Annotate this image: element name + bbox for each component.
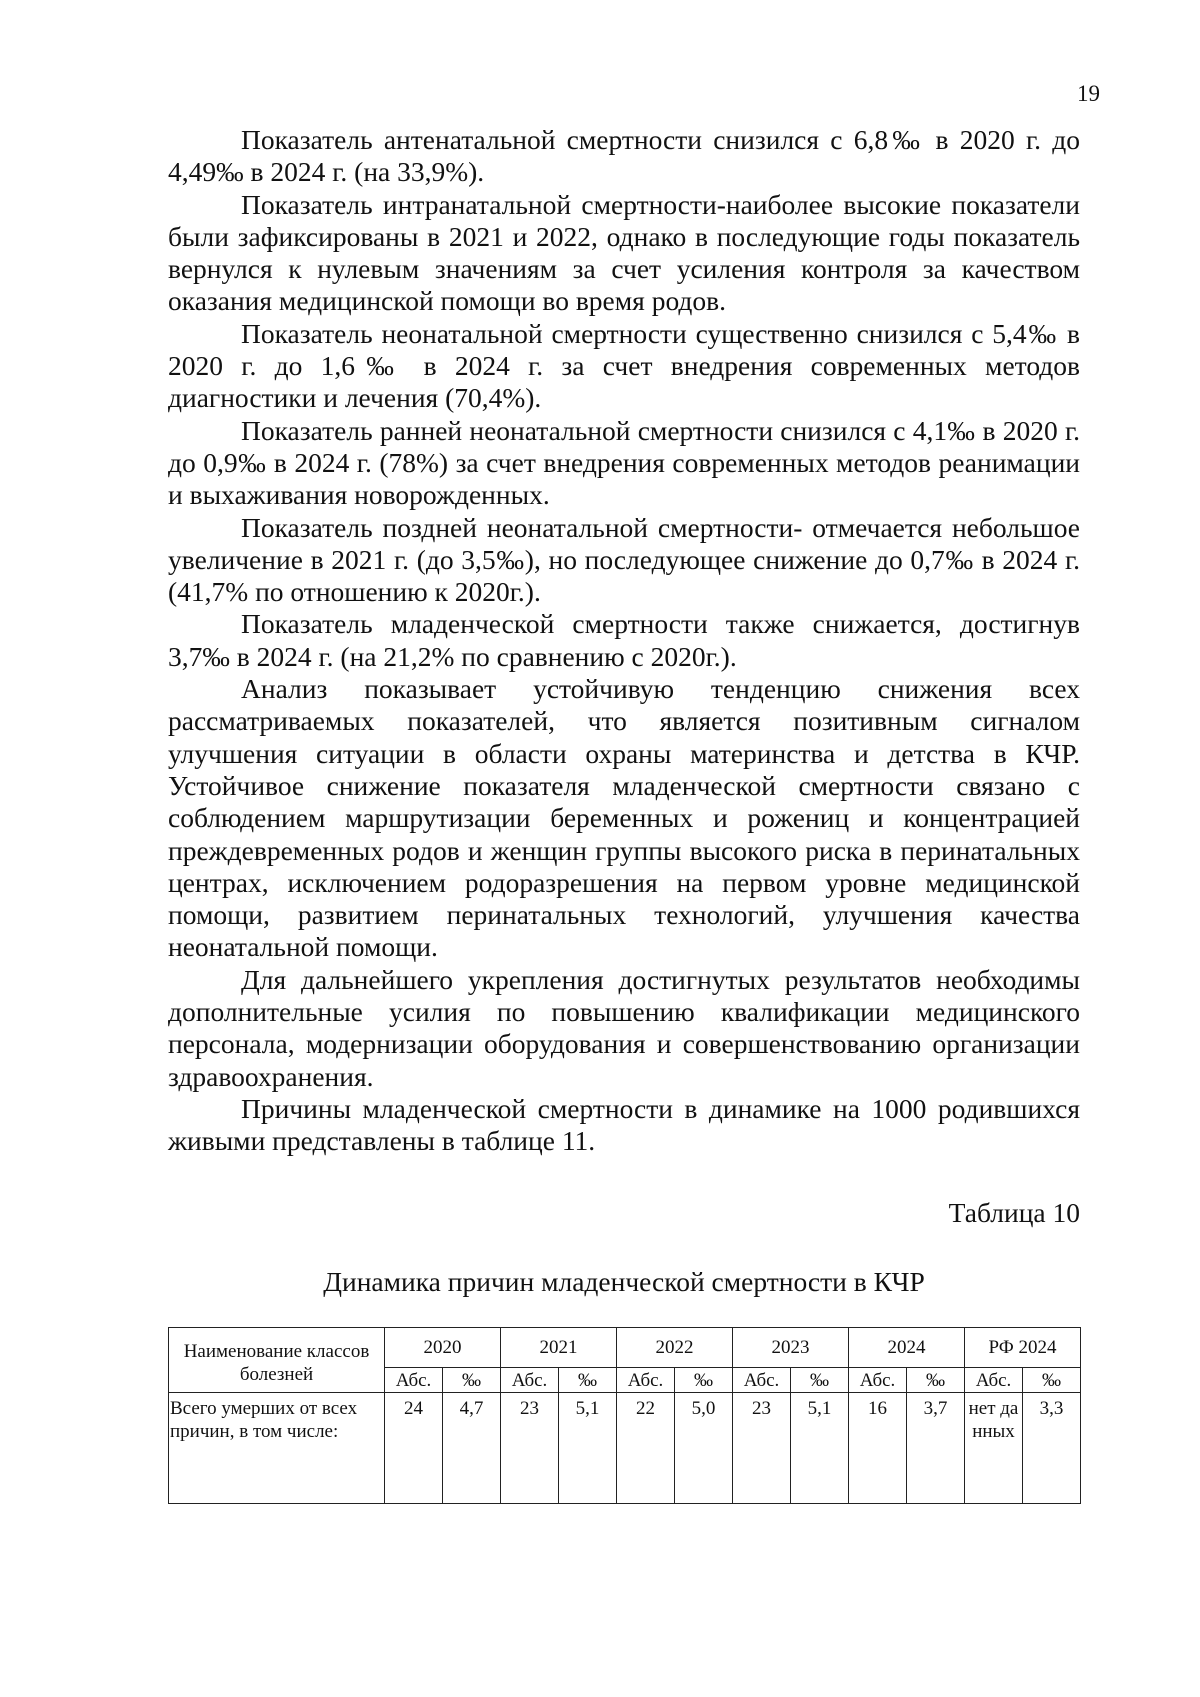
table-cell: 3,3 — [1023, 1393, 1081, 1504]
subheader-permille: ‰ — [907, 1368, 965, 1393]
subheader-abs: Абс. — [849, 1368, 907, 1393]
paragraph-analysis: Анализ показывает устойчивую тенденцию снижения всех рассматриваемых показателей, что является позитивным сигналом улучшения ситуации в области охраны материнства и детства в КЧР. Устойчивое снижение показателя младенческой смертности связано с соблюдением маршрутизации беременных и рожениц и концентрацией преждевременных родов и женщин группы высокого риска в перинатальных центрах, исключением родоразрешения на первом уровне медицинской помощи, развитием перинатальных технологий, улучшения качества неонатальной помощи. — [168, 673, 1080, 963]
page-number: 19 — [1077, 81, 1100, 106]
table-cell: 3,7 — [907, 1393, 965, 1504]
subheader-abs: Абс. — [965, 1368, 1023, 1393]
table-caption: Таблица 10 — [948, 1197, 1080, 1228]
table-cell: 5,0 — [675, 1393, 733, 1504]
paragraph-table-reference: Причины младенческой смертности в динамике на 1000 родившихся живыми представлены в таблице 11. — [168, 1092, 1080, 1157]
subheader-permille: ‰ — [791, 1368, 849, 1393]
header-year: 2023 — [733, 1328, 849, 1368]
infant-mortality-table — [168, 1327, 1081, 1504]
subheader-permille: ‰ — [559, 1368, 617, 1393]
header-year: 2022 — [617, 1328, 733, 1368]
table-cell: 5,1 — [791, 1393, 849, 1504]
paragraph-infant-mortality: Показатель младенческой смертности также снижается, достигнув 3,7‰ в 2024 г. (на 21,2% по сравнению с 2020г.). — [168, 608, 1080, 672]
header-year: 2020 — [385, 1328, 501, 1368]
header-year: 2024 — [849, 1328, 965, 1368]
paragraph-early-neonatal: Показатель ранней неонатальной смертности снизился с 4,1‰ в 2020 г. до 0,9‰ в 2024 г. (78%) за счет внедрения современных методов реанимации и выхаживания новорожденных. — [168, 414, 1080, 511]
header-disease-class: Наименование классов болезней — [169, 1328, 385, 1393]
table-cell: 16 — [849, 1393, 907, 1504]
subheader-abs: Абс. — [501, 1368, 559, 1393]
body-text — [168, 124, 1080, 1158]
paragraph-neonatal: Показатель неонатальной смертности существенно снизился с 5,4‰ в 2020 г. до 1,6‰ в 2024 г. за счет внедрения современных методов диагностики и лечения (70,4%). — [168, 317, 1080, 414]
table-cell: 4,7 — [443, 1393, 501, 1504]
paragraph-antenatal: Показатель антенатальной смертности снизился с 6,8‰ в 2020 г. до 4,49‰ в 2024 г. (на 33,9%). — [168, 124, 1080, 188]
table-row — [169, 1393, 1081, 1504]
table-cell: 5,1 — [559, 1393, 617, 1504]
table-cell: 23 — [501, 1393, 559, 1504]
header-year: РФ 2024 — [965, 1328, 1081, 1368]
subheader-abs: Абс. — [385, 1368, 443, 1393]
header-year: 2021 — [501, 1328, 617, 1368]
paragraph-further-efforts: Для дальнейшего укрепления достигнутых результатов необходимы дополнительные усилия по повышению квалификации медицинского персонала, модернизации оборудования и совершенствованию организации здравоохранения. — [168, 963, 1080, 1092]
subheader-permille: ‰ — [443, 1368, 501, 1393]
paragraph-intranatal: Показатель интранатальной смертности-наиболее высокие показатели были зафиксированы в 2021 и 2022, однако в последующие годы показатель вернулся к нулевым значениям за счет усиления контроля за качеством оказания медицинской помощи во время родов. — [168, 188, 1080, 317]
table-cell: нет данных — [965, 1393, 1023, 1504]
table-cell: 23 — [733, 1393, 791, 1504]
subheader-permille: ‰ — [1023, 1368, 1081, 1393]
subheader-abs: Абс. — [617, 1368, 675, 1393]
table-cell: 22 — [617, 1393, 675, 1504]
paragraph-late-neonatal: Показатель поздней неонатальной смертности- отмечается небольшое увеличение в 2021 г. (до 3,5‰), но последующее снижение до 0,7‰ в 2024 г. (41,7% по отношению к 2020г.). — [168, 511, 1080, 608]
table-header-row — [169, 1328, 1081, 1368]
table-title: Динамика причин младенческой смертности в КЧР — [323, 1266, 925, 1297]
subheader-abs: Абс. — [733, 1368, 791, 1393]
row-label: Всего умерших от всех причин, в том числе: — [169, 1393, 385, 1504]
subheader-permille: ‰ — [675, 1368, 733, 1393]
table-cell: 24 — [385, 1393, 443, 1504]
